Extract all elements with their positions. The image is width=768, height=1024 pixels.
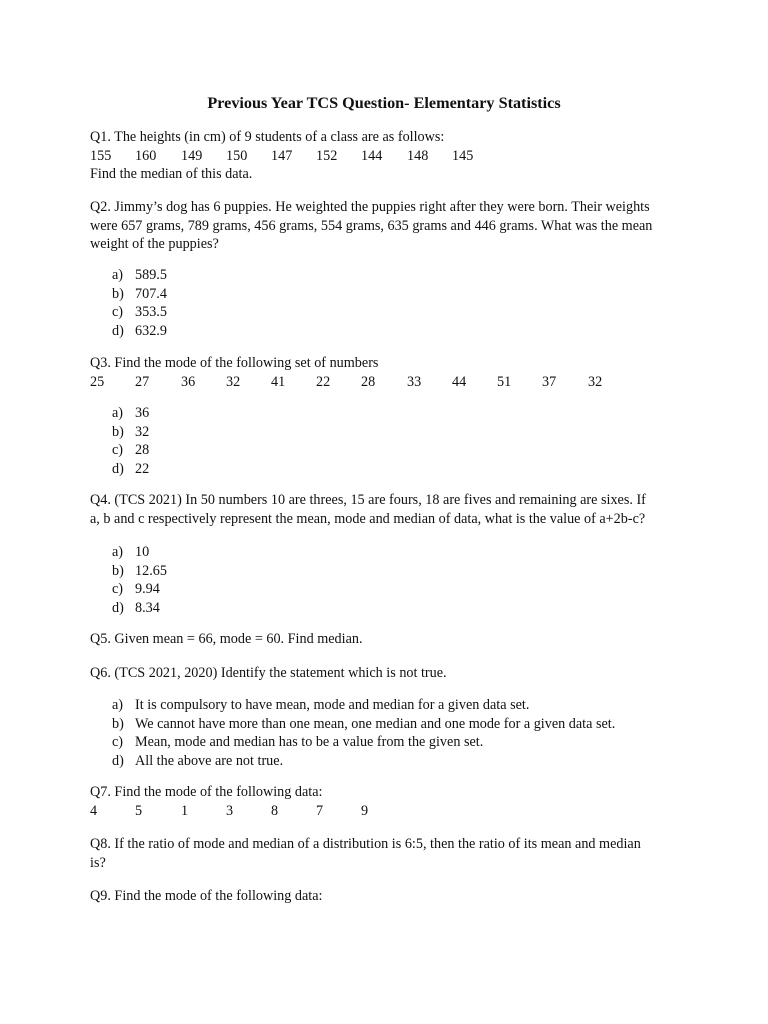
question-5 — [90, 630, 690, 649]
option-text: 36 — [135, 405, 150, 421]
option-letter: c) — [112, 581, 124, 597]
option — [90, 460, 690, 479]
option-letter: c) — [112, 442, 124, 458]
option-letter: b) — [112, 562, 124, 579]
number-value: 148 — [407, 147, 429, 164]
question-2 — [90, 198, 690, 254]
number-value: 27 — [135, 373, 150, 390]
question-4-line: a, b and c respectively represent the mean, mode and median of data, what is the value of a+2b-c? — [90, 510, 646, 527]
question-6 — [90, 664, 690, 683]
option — [90, 285, 690, 304]
option-text: 22 — [135, 460, 150, 477]
option — [90, 715, 690, 734]
option-letter: a) — [112, 267, 124, 283]
question-6-options — [90, 696, 690, 770]
question-2-line: weight of the puppies? — [90, 236, 219, 252]
question-4 — [90, 491, 690, 528]
number-value: 44 — [452, 373, 467, 390]
number-value: 150 — [226, 147, 248, 164]
number-value: 152 — [316, 147, 338, 164]
option — [90, 599, 690, 618]
option-text: 32 — [135, 423, 150, 440]
option-letter: d) — [112, 460, 124, 477]
option-text: 707.4 — [135, 285, 167, 302]
option — [90, 543, 690, 562]
option — [90, 733, 690, 752]
option-text: 8.34 — [135, 599, 160, 616]
number-value: 7 — [316, 802, 324, 819]
question-5-text: Q5. Given mean = 66, mode = 60. Find median. — [90, 631, 363, 647]
question-2-line: were 657 grams, 789 grams, 456 grams, 554 grams, 635 grams and 446 grams. What was the mean — [90, 217, 653, 234]
number-value: 32 — [588, 373, 603, 390]
number-value: 33 — [407, 373, 422, 390]
option-text: 10 — [135, 544, 150, 560]
option-letter: a) — [112, 544, 124, 560]
number-value: 3 — [226, 802, 234, 819]
question-2-options — [90, 266, 690, 340]
option-text: 9.94 — [135, 581, 160, 597]
question-1-numbers — [90, 147, 690, 166]
question-3 — [90, 354, 690, 391]
number-value: 160 — [135, 147, 157, 164]
option — [90, 404, 690, 423]
option-text: It is compulsory to have mean, mode and median for a given data set. — [135, 697, 530, 713]
number-value: 37 — [542, 373, 557, 390]
option — [90, 322, 690, 341]
question-3-options — [90, 404, 690, 478]
option-letter: b) — [112, 715, 124, 732]
question-3-text: Q3. Find the mode of the following set of numbers — [90, 355, 379, 371]
question-3-numbers — [90, 373, 690, 392]
number-value: 4 — [90, 802, 98, 819]
number-value: 41 — [271, 373, 286, 390]
question-4-options — [90, 543, 690, 617]
question-9 — [90, 887, 690, 906]
question-2-line: Q2. Jimmy’s dog has 6 puppies. He weighted the puppies right after they were born. Their weights — [90, 199, 650, 215]
option-text: 28 — [135, 442, 150, 458]
number-value: 144 — [361, 147, 383, 164]
number-value: 145 — [452, 147, 474, 164]
question-8-line: Q8. If the ratio of mode and median of a distribution is 6:5, then the ratio of its mean and median — [90, 836, 641, 852]
number-value: 1 — [181, 802, 189, 819]
option — [90, 441, 690, 460]
question-7-text: Q7. Find the mode of the following data: — [90, 784, 323, 800]
option — [90, 580, 690, 599]
option-text: All the above are not true. — [135, 752, 284, 769]
question-6-text: Q6. (TCS 2021, 2020) Identify the statement which is not true. — [90, 665, 447, 681]
number-value: 8 — [271, 802, 279, 819]
option — [90, 266, 690, 285]
question-4-line: Q4. (TCS 2021) In 50 numbers 10 are threes, 15 are fours, 18 are fives and remaining are sixes. If — [90, 492, 646, 508]
question-7-numbers — [90, 802, 690, 821]
number-value: 5 — [135, 802, 143, 819]
option-letter: b) — [112, 423, 124, 440]
question-1-text: Q1. The heights (in cm) of 9 students of a class are as follows: — [90, 129, 445, 145]
number-value: 51 — [497, 373, 512, 390]
option — [90, 696, 690, 715]
option-letter: a) — [112, 405, 124, 421]
option-text: 12.65 — [135, 562, 167, 579]
option-text: 632.9 — [135, 322, 167, 339]
page-title: Previous Year TCS Question- Elementary Statistics — [207, 94, 561, 112]
question-9-text: Q9. Find the mode of the following data: — [90, 888, 323, 904]
option-letter: b) — [112, 285, 124, 302]
question-8-line: is? — [90, 854, 106, 871]
option-letter: c) — [112, 304, 124, 320]
number-value: 155 — [90, 147, 112, 164]
question-8 — [90, 835, 690, 872]
question-1-followup: Find the median of this data. — [90, 166, 253, 182]
option — [90, 303, 690, 322]
question-7 — [90, 783, 690, 820]
option-letter: d) — [112, 752, 124, 769]
option-letter: d) — [112, 599, 124, 616]
option-text: 353.5 — [135, 304, 167, 320]
option-text: 589.5 — [135, 267, 167, 283]
option-text: Mean, mode and median has to be a value from the given set. — [135, 734, 484, 750]
option-letter: a) — [112, 697, 124, 713]
option-letter: d) — [112, 322, 124, 339]
number-value: 32 — [226, 373, 241, 390]
number-value: 28 — [361, 373, 376, 390]
option — [90, 423, 690, 442]
option — [90, 562, 690, 581]
number-value: 22 — [316, 373, 331, 390]
option-text: We cannot have more than one mean, one median and one mode for a given data set. — [135, 715, 616, 732]
number-value: 147 — [271, 147, 293, 164]
number-value: 25 — [90, 373, 105, 390]
number-value: 149 — [181, 147, 203, 164]
option — [90, 752, 690, 771]
number-value: 36 — [181, 373, 196, 390]
number-value: 9 — [361, 802, 369, 819]
option-letter: c) — [112, 734, 124, 750]
question-1 — [90, 128, 690, 184]
